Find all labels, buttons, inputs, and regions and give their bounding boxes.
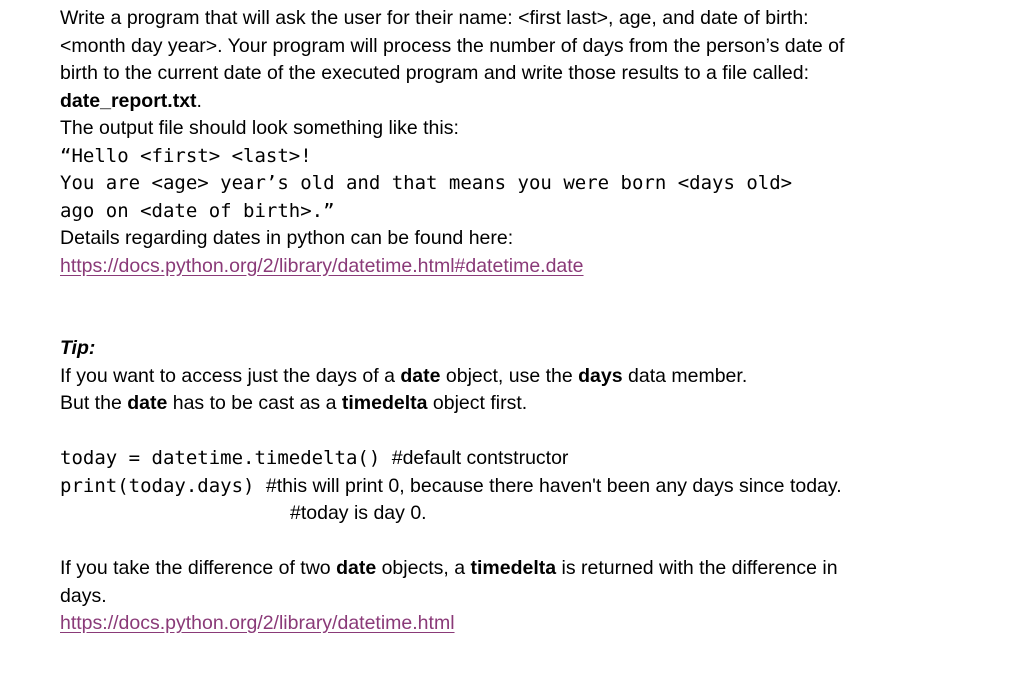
datetime-link-line bbox=[60, 610, 990, 638]
spacer bbox=[60, 528, 990, 556]
sample-output-line-3: ago on <date of birth>.” bbox=[60, 199, 335, 222]
code-line-2 bbox=[60, 473, 990, 501]
tip-text: object, use the bbox=[440, 364, 579, 387]
output-intro: The output file should look something like this: bbox=[60, 117, 459, 139]
diff-text: objects, a bbox=[376, 557, 471, 579]
intro-line-3: birth to the current date of the executed program and write those results to a file called: bbox=[60, 62, 809, 84]
intro-line-4 bbox=[60, 88, 990, 116]
diff-keyword: date bbox=[336, 557, 377, 579]
document-body bbox=[60, 5, 990, 638]
intro-line-1: Write a program that will ask the user for their name: <first last>, age, and date of birth: bbox=[60, 7, 809, 29]
tip-text: data member. bbox=[622, 364, 748, 387]
tip-text: object first. bbox=[427, 392, 528, 414]
spacer bbox=[60, 280, 990, 308]
diff-line-2: days. bbox=[60, 584, 107, 607]
code-line-1 bbox=[60, 445, 990, 473]
diff-keyword: timedelta bbox=[470, 557, 557, 579]
diff-line-1 bbox=[60, 555, 990, 583]
tip-line-2 bbox=[60, 390, 990, 418]
tip-keyword: timedelta bbox=[341, 392, 428, 414]
code-comment: #today is day 0. bbox=[290, 502, 427, 524]
sample-output-line-2: You are <age> year’s old and that means you were born <days old> bbox=[60, 172, 793, 194]
tip-keyword: date bbox=[400, 364, 441, 387]
tip-line-1 bbox=[60, 363, 990, 391]
details-link-line bbox=[60, 253, 990, 281]
code-snippet: print(today.days) bbox=[60, 474, 266, 497]
tip-keyword: days bbox=[578, 364, 623, 387]
spacer bbox=[60, 308, 990, 336]
code-comment: #default contstructor bbox=[391, 447, 569, 469]
output-filename: date_report.txt bbox=[60, 89, 197, 112]
sample-output-line-1: “Hello <first> <last>! bbox=[60, 144, 312, 167]
intro-line-2: <month day year>. Your program will process the number of days from the person’s date of bbox=[60, 34, 845, 57]
datetime-date-link[interactable]: https://docs.python.org/2/library/datetime.html#datetime.date bbox=[60, 254, 584, 277]
code-comment: #this will print 0, because there haven't been any days since today. bbox=[265, 474, 842, 497]
spacer bbox=[60, 418, 990, 446]
tip-text: But the bbox=[60, 392, 128, 414]
details-text: Details regarding dates in python can be found here: bbox=[60, 227, 514, 249]
tip-title: Tip: bbox=[60, 337, 96, 359]
filename-period: . bbox=[196, 89, 202, 112]
tip-keyword: date bbox=[127, 392, 168, 414]
tip-text: If you want to access just the days of a bbox=[60, 364, 401, 387]
tip-text: has to be cast as a bbox=[167, 392, 342, 414]
code-line-3 bbox=[60, 500, 990, 528]
datetime-link[interactable]: https://docs.python.org/2/library/datetime.html bbox=[60, 612, 455, 634]
code-snippet: today = datetime.timedelta() bbox=[60, 447, 392, 469]
diff-text: is returned with the difference in bbox=[556, 557, 838, 579]
diff-text: If you take the difference of two bbox=[60, 557, 337, 579]
